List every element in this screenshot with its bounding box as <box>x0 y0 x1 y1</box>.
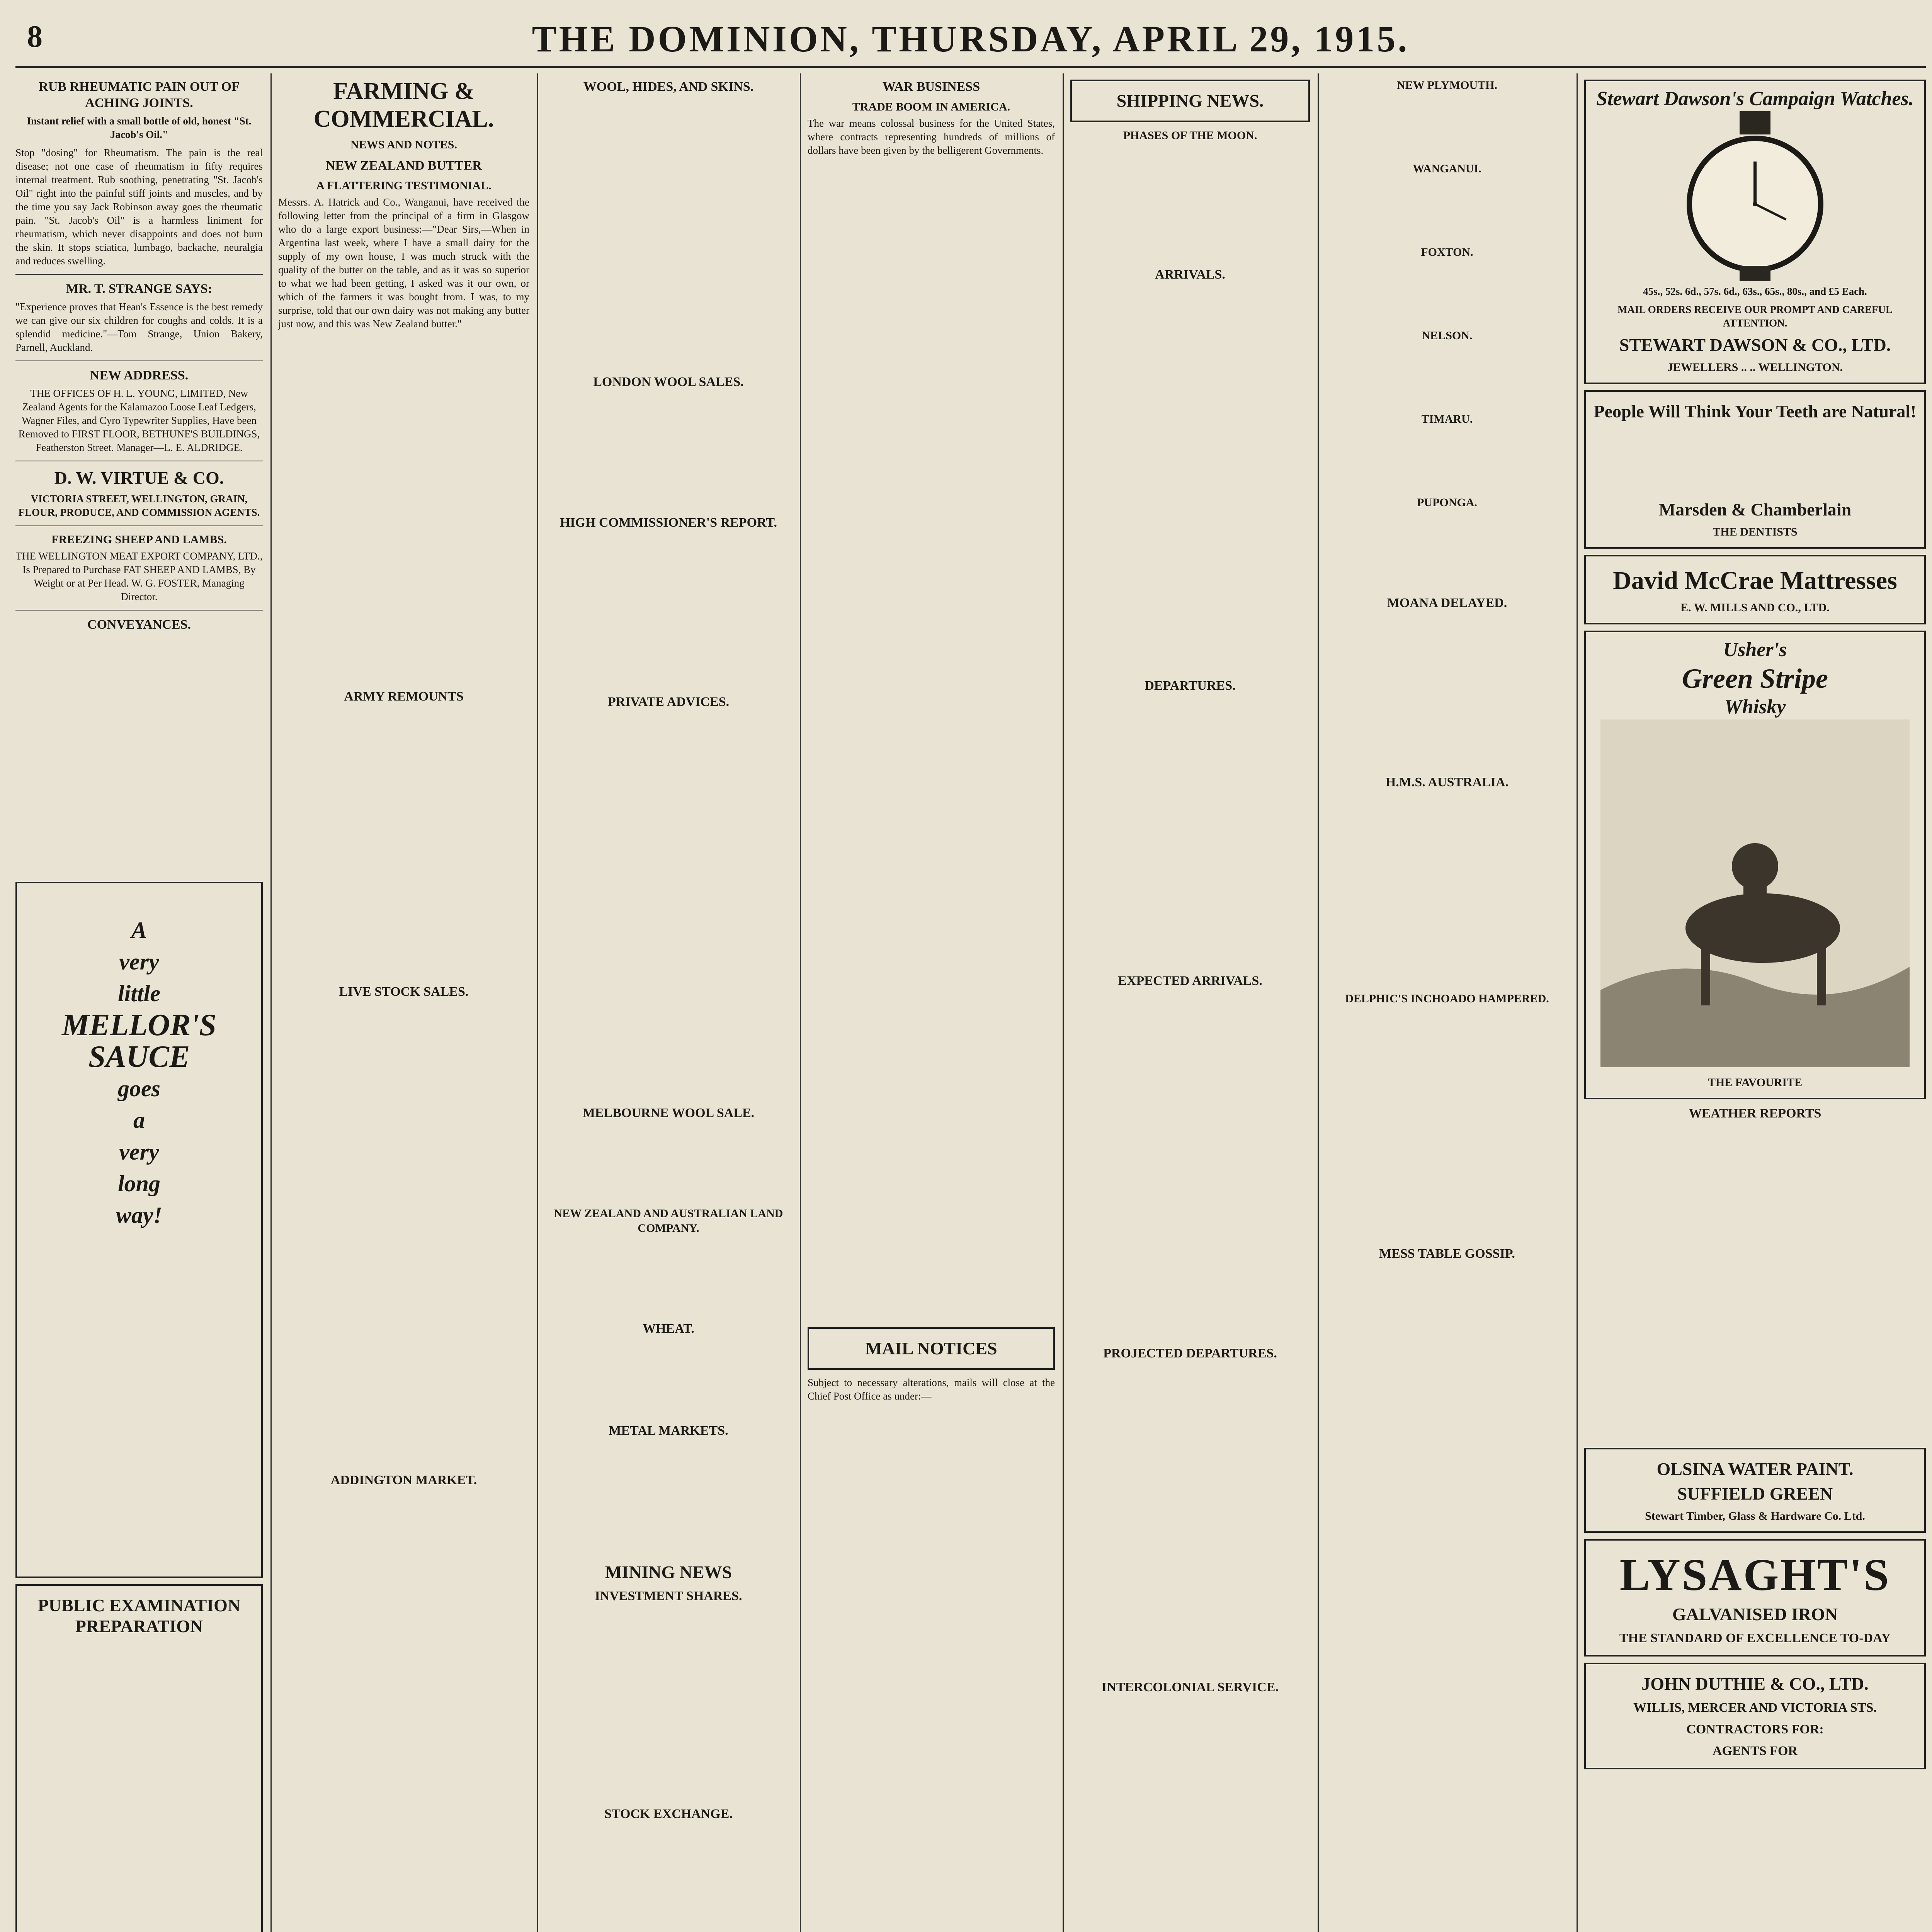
virtue-headline: D. W. VIRTUE & CO. <box>54 468 224 488</box>
column-6 <box>1325 73 1569 1932</box>
sauce-line: very <box>119 949 159 975</box>
army-text <box>278 708 529 978</box>
delphic-text <box>1325 1009 1569 1240</box>
port-head: TIMARU. <box>1421 413 1473 425</box>
mattress-advert <box>1584 555 1926 624</box>
watch-icon <box>1593 111 1917 281</box>
shipping-head: SHIPPING NEWS. <box>1116 91 1264 111</box>
moon-table <box>1070 145 1310 261</box>
moana-head: MOANA DELAYED. <box>1387 596 1507 610</box>
mess-head: MESS TABLE GOSSIP. <box>1379 1247 1515 1261</box>
column-3 <box>545 73 792 1932</box>
livestock-text <box>278 1003 529 1467</box>
teeth-sub: THE DENTISTS <box>1713 526 1798 538</box>
farming-section-head: FARMING & COMMERCIAL. <box>313 78 494 132</box>
mail-body: Subject to necessary alterations, mails will close at the Chief Post Office as under:— <box>808 1377 1055 1402</box>
delphic-head: DELPHIC'S INCHOADO HAMPERED. <box>1345 992 1549 1005</box>
departures-head: DEPARTURES. <box>1145 679 1236 693</box>
port-head: PUPONGA. <box>1417 496 1477 509</box>
wheat-head: WHEAT. <box>643 1321 694 1336</box>
column-4 <box>808 73 1055 1932</box>
mail-notices-box <box>808 1327 1055 1370</box>
willis-head: WILLIS, MERCER AND VICTORIA STS. <box>1633 1701 1877 1715</box>
intercolonial-head: INTERCOLONIAL SERVICE. <box>1102 1680 1279 1694</box>
metal-text <box>545 1442 792 1558</box>
port-head: WANGANUI. <box>1413 162 1481 175</box>
strange-headline: MR. T. STRANGE SAYS: <box>66 282 213 296</box>
olsina-head: OLSINA WATER PAINT. <box>1656 1459 1854 1479</box>
private-text <box>545 713 792 1100</box>
moon-head: PHASES OF THE MOON. <box>1123 129 1257 142</box>
sauce-line: A <box>131 917 147 943</box>
nz-aus-text <box>545 1238 792 1315</box>
army-head: ARMY REMOUNTS <box>344 689 464 704</box>
teeth-advert <box>1584 390 1926 549</box>
sauce-line: long <box>117 1171 161 1196</box>
trade-body: The war means colossal business for the United States, where contracts representing hundreds of millions of dollars have been given by the belligerent Governments. <box>808 117 1055 156</box>
mail-schedule-text <box>808 1408 1055 1932</box>
addington-text <box>278 1492 529 1932</box>
wool-head: WOOL, HIDES, AND SKINS. <box>583 80 754 94</box>
column-rule <box>1577 73 1578 1932</box>
mail-head: MAIL NOTICES <box>865 1338 997 1358</box>
column-rule <box>800 73 801 1932</box>
wool-text <box>545 98 792 369</box>
mining-head: MINING NEWS <box>605 1562 732 1582</box>
freezing-body: THE WELLINGTON MEAT EXPORT COMPANY, LTD., Is Prepared to Purchase FAT SHEEP AND LAMBS, By Weight or at Per Head. W. G. FOSTER, Managing Director. <box>15 550 263 602</box>
agents-label: AGENTS FOR <box>1712 1744 1798 1758</box>
exam-headline: PUBLIC EXAMINATION PREPARATION <box>37 1595 241 1636</box>
freezing-headline: FREEZING SHEEP AND LAMBS. <box>51 533 227 546</box>
conveyances-headline: CONVEYANCES. <box>87 617 191 632</box>
private-head: PRIVATE ADVICES. <box>607 695 730 709</box>
mattress-name: David McCrae Mattresses <box>1613 566 1897 595</box>
dawson-mail: MAIL ORDERS RECEIVE OUR PROMPT AND CAREFUL ATTENTION. <box>1617 304 1893 329</box>
departures-text <box>1070 697 1310 968</box>
mattress-firm: E. W. MILLS AND CO., LTD. <box>1680 601 1830 614</box>
london-wool-head: LONDON WOOL SALES. <box>593 375 744 389</box>
lysaght-sub: GALVANISED IRON <box>1672 1604 1838 1624</box>
teeth-headline: People Will Think Your Teeth are Natural! <box>1594 401 1917 421</box>
dawson-title: Stewart Dawson's Campaign Watches. <box>1596 88 1914 110</box>
projected-text <box>1070 1365 1310 1674</box>
arrivals-text <box>1070 286 1310 672</box>
nz-aus-head: NEW ZEALAND AND AUSTRALIAN LAND COMPANY. <box>554 1207 783 1235</box>
whisky-word: Whisky <box>1724 696 1786 718</box>
column-5 <box>1070 73 1310 1932</box>
hms-head: H.M.S. AUSTRALIA. <box>1385 775 1509 789</box>
mellors-sauce-advert <box>15 882 263 1578</box>
news-notes-head: NEWS AND NOTES. <box>350 138 457 151</box>
stock-head: STOCK EXCHANGE. <box>604 1807 733 1821</box>
column-rule <box>1063 73 1064 1932</box>
conveyances-text <box>15 636 263 876</box>
teeth-text <box>1593 426 1917 495</box>
page-number: 8 <box>27 20 43 54</box>
moana-text <box>1325 614 1569 769</box>
whisky-tagline: THE FAVOURITE <box>1708 1076 1803 1089</box>
dawson-name: STEWART DAWSON & CO., LTD. <box>1619 335 1891 355</box>
strange-body: "Experience proves that Hean's Essence is the best remedy we can give our six children for coughs and colds. It is a splendid medicine."—Tom Strange, Union Bakery, Parnell, Auckland. <box>15 301 263 353</box>
dawson-city: JEWELLERS .. .. WELLINGTON. <box>1667 361 1843 374</box>
column-2 <box>278 73 529 1932</box>
dawson-prices: 45s., 52s. 6d., 57s. 6d., 63s., 65s., 80s., and £5 Each. <box>1643 286 1867 297</box>
rheum-headline: RUB RHEUMATIC PAIN OUT OF ACHING JOINTS. <box>39 80 240 110</box>
column-7 <box>1584 73 1926 1932</box>
suffield-firm: Stewart Timber, Glass & Hardware Co. Ltd. <box>1645 1510 1865 1522</box>
sauce-line: MELLOR'S <box>61 1008 217 1042</box>
whisky-brand: Usher's <box>1723 639 1787 661</box>
livestock-head: LIVE STOCK SALES. <box>339 985 469 999</box>
expected-head: EXPECTED ARRIVALS. <box>1118 974 1262 988</box>
sauce-line: SAUCE <box>88 1040 190 1074</box>
rheum-body: Stop "dosing" for Rheumatism. The pain is the real disease; not one case of rheumatism in fifty requires internal treatment. Rub soothing, penetrating "St. Jacob's Oil" right into the painful stiff joints and muscles, and by the time you say Jack Robinson away goes the rheumatic pain. "St. Jacob's Oil" is a harmless liniment for rheumatism, which never disappoints and does not burn the skin. It stops sciatica, lumbago, backache, neuralgia and reduces swelling. <box>15 147 263 267</box>
expected-text <box>1070 992 1310 1340</box>
exam-advert <box>15 1584 263 1932</box>
hms-text <box>1325 794 1569 987</box>
address-headline: NEW ADDRESS. <box>90 368 189 383</box>
sauce-line: a <box>133 1107 145 1133</box>
lysaght-head: LYSAGHT'S <box>1619 1549 1891 1600</box>
address-body: THE OFFICES OF H. L. YOUNG, LIMITED, New Zealand Agents for the Kalamazoo Loose Leaf Ledgers, Wagner Files, and Cyro Typewriter Supplies, Have been Removed to FIRST FLOOR, BETHUNE'S BUILDINGS, Featherston Street. Manager—L. E. ALDRIDGE. <box>18 388 260 453</box>
butter-body: Messrs. A. Hatrick and Co., Wanganui, have received the following letter from the principal of a firm in Glasgow who do a large export business:—"Dear Sirs,—When in Argentina last week, where I have a small dairy for the supply of my own house, I was much struck with the quality of the butter on the table, and as it was so superior to what we had been getting, I asked was it our own, or which of the farmers it was bought from. I was, to my surprise, told that our own dairy was not making any butter just now, and this was New Zealand butter." <box>278 196 529 330</box>
stock-text <box>545 1825 792 1932</box>
metal-head: METAL MARKETS. <box>609 1423 728 1438</box>
arrivals-head: ARRIVALS. <box>1155 267 1225 282</box>
london-wool-text <box>545 393 792 509</box>
melbourne-text <box>545 1124 792 1202</box>
duthie-advert <box>1584 1663 1926 1769</box>
contractors-label: CONTRACTORS FOR: <box>1686 1722 1824 1736</box>
lysaght-advert <box>1584 1539 1926 1656</box>
intercolonial-text <box>1070 1699 1310 1930</box>
weather-text <box>1584 1125 1926 1442</box>
shipping-head-box <box>1070 80 1310 122</box>
commissioner-text <box>545 534 792 689</box>
exam-text <box>24 1641 254 1932</box>
column-1 <box>15 73 263 1932</box>
whisky-advert <box>1584 631 1926 1099</box>
port-head: FOXTON. <box>1421 246 1473 259</box>
trade-head: TRADE BOOM IN AMERICA. <box>852 100 1010 113</box>
sauce-line: way! <box>116 1202 162 1228</box>
wheat-text <box>545 1340 792 1417</box>
port-head: NELSON. <box>1422 329 1473 342</box>
butter-more-text <box>278 335 529 683</box>
projected-head: PROJECTED DEPARTURES. <box>1103 1346 1277 1361</box>
shares-table <box>545 1607 792 1801</box>
weather-head: WEATHER REPORTS <box>1689 1106 1821 1121</box>
suffield-head: SUFFIELD GREEN <box>1677 1484 1833 1503</box>
whisky-stripe: Green Stripe <box>1682 663 1828 694</box>
war-head: WAR BUSINESS <box>882 80 980 94</box>
olsina-advert <box>1584 1448 1926 1533</box>
butter-sub: A FLATTERING TESTIMONIAL. <box>316 179 492 192</box>
lysaght-tag: THE STANDARD OF EXCELLENCE TO-DAY <box>1619 1631 1891 1645</box>
column-rule <box>270 73 272 1932</box>
duthie-head: JOHN DUTHIE & CO., LTD. <box>1641 1674 1869 1694</box>
sauce-line: little <box>118 981 160 1006</box>
commissioner-head: HIGH COMMISSIONER'S REPORT. <box>560 515 777 530</box>
rheum-subhead: Instant relief with a small bottle of old, honest "St. Jacob's Oil." <box>27 115 252 140</box>
trade-more-text <box>808 162 1055 1321</box>
huntsman-illustration-icon <box>1593 719 1917 1067</box>
mess-text <box>1325 1265 1569 1932</box>
port-head: NEW PLYMOUTH. <box>1396 79 1498 92</box>
newspaper-title: THE DOMINION, THURSDAY, APRIL 29, 1915. <box>532 18 1410 60</box>
column-rule <box>537 73 538 1932</box>
melbourne-head: MELBOURNE WOOL SALE. <box>582 1106 755 1120</box>
teeth-firm: Marsden & Chamberlain <box>1658 500 1852 519</box>
addington-head: ADDINGTON MARKET. <box>330 1473 477 1487</box>
column-rule <box>1318 73 1319 1932</box>
virtue-sub: VICTORIA STREET, WELLINGTON, GRAIN, FLOUR, PRODUCE, AND COMMISSION AGENTS. <box>18 493 260 518</box>
dawson-advert <box>1584 80 1926 384</box>
masthead <box>15 8 1926 68</box>
sauce-line: very <box>119 1139 159 1165</box>
butter-head: NEW ZEALAND BUTTER <box>326 158 482 173</box>
sauce-line: goes <box>118 1076 160 1101</box>
shares-head: INVESTMENT SHARES. <box>595 1589 742 1603</box>
